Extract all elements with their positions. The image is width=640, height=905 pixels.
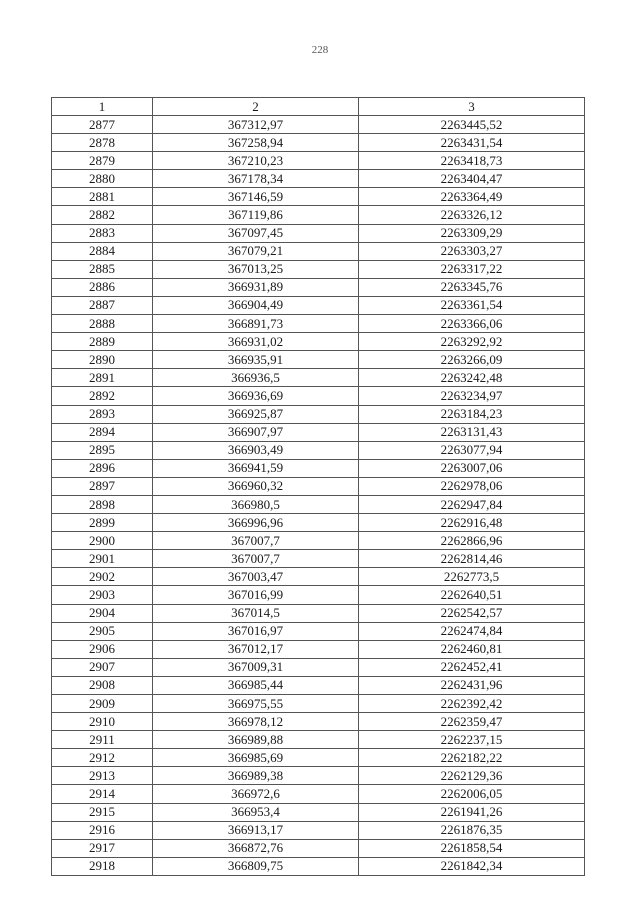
y-coordinate-cell: 2263404,47 [359,170,585,188]
table-row [52,586,585,604]
x-coordinate-cell: 366925,87 [153,405,359,423]
x-coordinate-cell: 366936,5 [153,369,359,387]
x-coordinate-cell: 366904,49 [153,296,359,314]
table-body [52,116,585,876]
point-number-cell: 2905 [52,622,153,640]
x-coordinate-cell: 367012,17 [153,640,359,658]
table-row [52,857,585,875]
x-coordinate-cell: 366903,49 [153,441,359,459]
y-coordinate-cell: 2262474,84 [359,622,585,640]
x-coordinate-cell: 366985,69 [153,749,359,767]
point-number-cell: 2906 [52,640,153,658]
y-coordinate-cell: 2263418,73 [359,152,585,170]
y-coordinate-cell: 2263131,43 [359,423,585,441]
x-coordinate-cell: 367119,86 [153,206,359,224]
table-row [52,477,585,495]
point-number-cell: 2894 [52,423,153,441]
x-coordinate-cell: 366872,76 [153,839,359,857]
x-coordinate-cell: 366972,6 [153,785,359,803]
table-row [52,604,585,622]
point-number-cell: 2881 [52,188,153,206]
x-coordinate-cell: 366960,32 [153,477,359,495]
table-row [52,242,585,260]
x-coordinate-cell: 366980,5 [153,495,359,513]
x-coordinate-cell: 366931,89 [153,278,359,296]
point-number-cell: 2903 [52,586,153,604]
y-coordinate-cell: 2261876,35 [359,821,585,839]
x-coordinate-cell: 366985,44 [153,676,359,694]
point-number-cell: 2910 [52,713,153,731]
y-coordinate-cell: 2262866,96 [359,532,585,550]
point-number-cell: 2890 [52,351,153,369]
x-coordinate-cell: 366975,55 [153,695,359,713]
y-coordinate-cell: 2263361,54 [359,296,585,314]
y-coordinate-cell: 2263303,27 [359,242,585,260]
y-coordinate-cell: 2262916,48 [359,514,585,532]
point-number-cell: 2918 [52,857,153,875]
point-number-cell: 2902 [52,568,153,586]
x-coordinate-cell: 366996,96 [153,514,359,532]
x-coordinate-cell: 367097,45 [153,224,359,242]
point-number-cell: 2897 [52,477,153,495]
x-coordinate-cell: 366936,69 [153,387,359,405]
table-row [52,731,585,749]
y-coordinate-cell: 2263445,52 [359,116,585,134]
y-coordinate-cell: 2262542,57 [359,604,585,622]
table-row [52,315,585,333]
table-row [52,206,585,224]
x-coordinate-cell: 366978,12 [153,713,359,731]
table-row [52,676,585,694]
table-row [52,459,585,477]
point-number-cell: 2916 [52,821,153,839]
point-number-cell: 2901 [52,550,153,568]
point-number-cell: 2915 [52,803,153,821]
x-coordinate-cell: 367016,99 [153,586,359,604]
y-coordinate-cell: 2262814,46 [359,550,585,568]
table-row [52,658,585,676]
y-coordinate-cell: 2261941,26 [359,803,585,821]
y-coordinate-cell: 2263317,22 [359,260,585,278]
x-coordinate-cell: 367014,5 [153,604,359,622]
y-coordinate-cell: 2263364,49 [359,188,585,206]
y-coordinate-cell: 2263366,06 [359,315,585,333]
point-number-cell: 2883 [52,224,153,242]
point-number-cell: 2907 [52,658,153,676]
point-number-cell: 2892 [52,387,153,405]
table-row [52,170,585,188]
table-row [52,152,585,170]
point-number-cell: 2884 [52,242,153,260]
y-coordinate-cell: 2262640,51 [359,586,585,604]
point-number-cell: 2912 [52,749,153,767]
x-coordinate-cell: 366891,73 [153,315,359,333]
point-number-cell: 2885 [52,260,153,278]
y-coordinate-cell: 2263234,97 [359,387,585,405]
y-coordinate-cell: 2263184,23 [359,405,585,423]
point-number-cell: 2908 [52,676,153,694]
x-coordinate-cell: 367007,7 [153,532,359,550]
x-coordinate-cell: 367312,97 [153,116,359,134]
y-coordinate-cell: 2262129,36 [359,767,585,785]
table-row [52,405,585,423]
table-row [52,767,585,785]
y-coordinate-cell: 2261842,34 [359,857,585,875]
point-number-cell: 2879 [52,152,153,170]
table-row [52,441,585,459]
y-coordinate-cell: 2263242,48 [359,369,585,387]
x-coordinate-cell: 366941,59 [153,459,359,477]
x-coordinate-cell: 366907,97 [153,423,359,441]
table-row [52,532,585,550]
point-number-cell: 2911 [52,731,153,749]
table-row [52,188,585,206]
y-coordinate-cell: 2262947,84 [359,495,585,513]
table-row [52,514,585,532]
x-coordinate-cell: 366913,17 [153,821,359,839]
point-number-cell: 2917 [52,839,153,857]
x-coordinate-cell: 367178,34 [153,170,359,188]
point-number-cell: 2895 [52,441,153,459]
y-coordinate-cell: 2263345,76 [359,278,585,296]
table-row [52,387,585,405]
table-row [52,803,585,821]
table-row [52,495,585,513]
y-coordinate-cell: 2263266,09 [359,351,585,369]
table-row [52,568,585,586]
table-row [52,333,585,351]
point-number-cell: 2898 [52,495,153,513]
coordinates-table [51,97,585,876]
point-number-cell: 2886 [52,278,153,296]
table-row [52,351,585,369]
x-coordinate-cell: 367210,23 [153,152,359,170]
point-number-cell: 2891 [52,369,153,387]
y-coordinate-cell: 2262182,22 [359,749,585,767]
x-coordinate-cell: 367016,97 [153,622,359,640]
x-coordinate-cell: 367007,7 [153,550,359,568]
table-row [52,640,585,658]
point-number-cell: 2888 [52,315,153,333]
x-coordinate-cell: 367146,59 [153,188,359,206]
y-coordinate-cell: 2262978,06 [359,477,585,495]
y-coordinate-cell: 2263292,92 [359,333,585,351]
x-coordinate-cell: 367009,31 [153,658,359,676]
y-coordinate-cell: 2263431,54 [359,134,585,152]
column-header-point-number: 1 [52,98,153,116]
x-coordinate-cell: 366809,75 [153,857,359,875]
point-number-cell: 2913 [52,767,153,785]
table-row [52,550,585,568]
table-row [52,278,585,296]
point-number-cell: 2899 [52,514,153,532]
x-coordinate-cell: 366953,4 [153,803,359,821]
y-coordinate-cell: 2263309,29 [359,224,585,242]
y-coordinate-cell: 2262431,96 [359,676,585,694]
y-coordinate-cell: 2262460,81 [359,640,585,658]
x-coordinate-cell: 367258,94 [153,134,359,152]
x-coordinate-cell: 366935,91 [153,351,359,369]
point-number-cell: 2893 [52,405,153,423]
table-header-row [52,98,585,116]
table-row [52,622,585,640]
table-row [52,423,585,441]
table-row [52,821,585,839]
x-coordinate-cell: 366989,38 [153,767,359,785]
point-number-cell: 2882 [52,206,153,224]
point-number-cell: 2887 [52,296,153,314]
x-coordinate-cell: 366931,02 [153,333,359,351]
point-number-cell: 2880 [52,170,153,188]
y-coordinate-cell: 2262006,05 [359,785,585,803]
y-coordinate-cell: 2263077,94 [359,441,585,459]
page-number: 228 [311,44,329,56]
table-row [52,134,585,152]
point-number-cell: 2914 [52,785,153,803]
point-number-cell: 2904 [52,604,153,622]
y-coordinate-cell: 2261858,54 [359,839,585,857]
y-coordinate-cell: 2262773,5 [359,568,585,586]
table-row [52,749,585,767]
y-coordinate-cell: 2263007,06 [359,459,585,477]
x-coordinate-cell: 366989,88 [153,731,359,749]
table-row [52,839,585,857]
point-number-cell: 2900 [52,532,153,550]
x-coordinate-cell: 367003,47 [153,568,359,586]
x-coordinate-cell: 367079,21 [153,242,359,260]
table-row [52,695,585,713]
point-number-cell: 2878 [52,134,153,152]
table-row [52,260,585,278]
column-header-x-coordinate: 2 [153,98,359,116]
point-number-cell: 2877 [52,116,153,134]
y-coordinate-cell: 2262452,41 [359,658,585,676]
y-coordinate-cell: 2262359,47 [359,713,585,731]
column-header-y-coordinate: 3 [359,98,585,116]
table-row [52,785,585,803]
point-number-cell: 2889 [52,333,153,351]
table-row [52,224,585,242]
y-coordinate-cell: 2263326,12 [359,206,585,224]
y-coordinate-cell: 2262392,42 [359,695,585,713]
table-row [52,296,585,314]
table-row [52,713,585,731]
table-row [52,369,585,387]
point-number-cell: 2896 [52,459,153,477]
y-coordinate-cell: 2262237,15 [359,731,585,749]
point-number-cell: 2909 [52,695,153,713]
table-row [52,116,585,134]
x-coordinate-cell: 367013,25 [153,260,359,278]
